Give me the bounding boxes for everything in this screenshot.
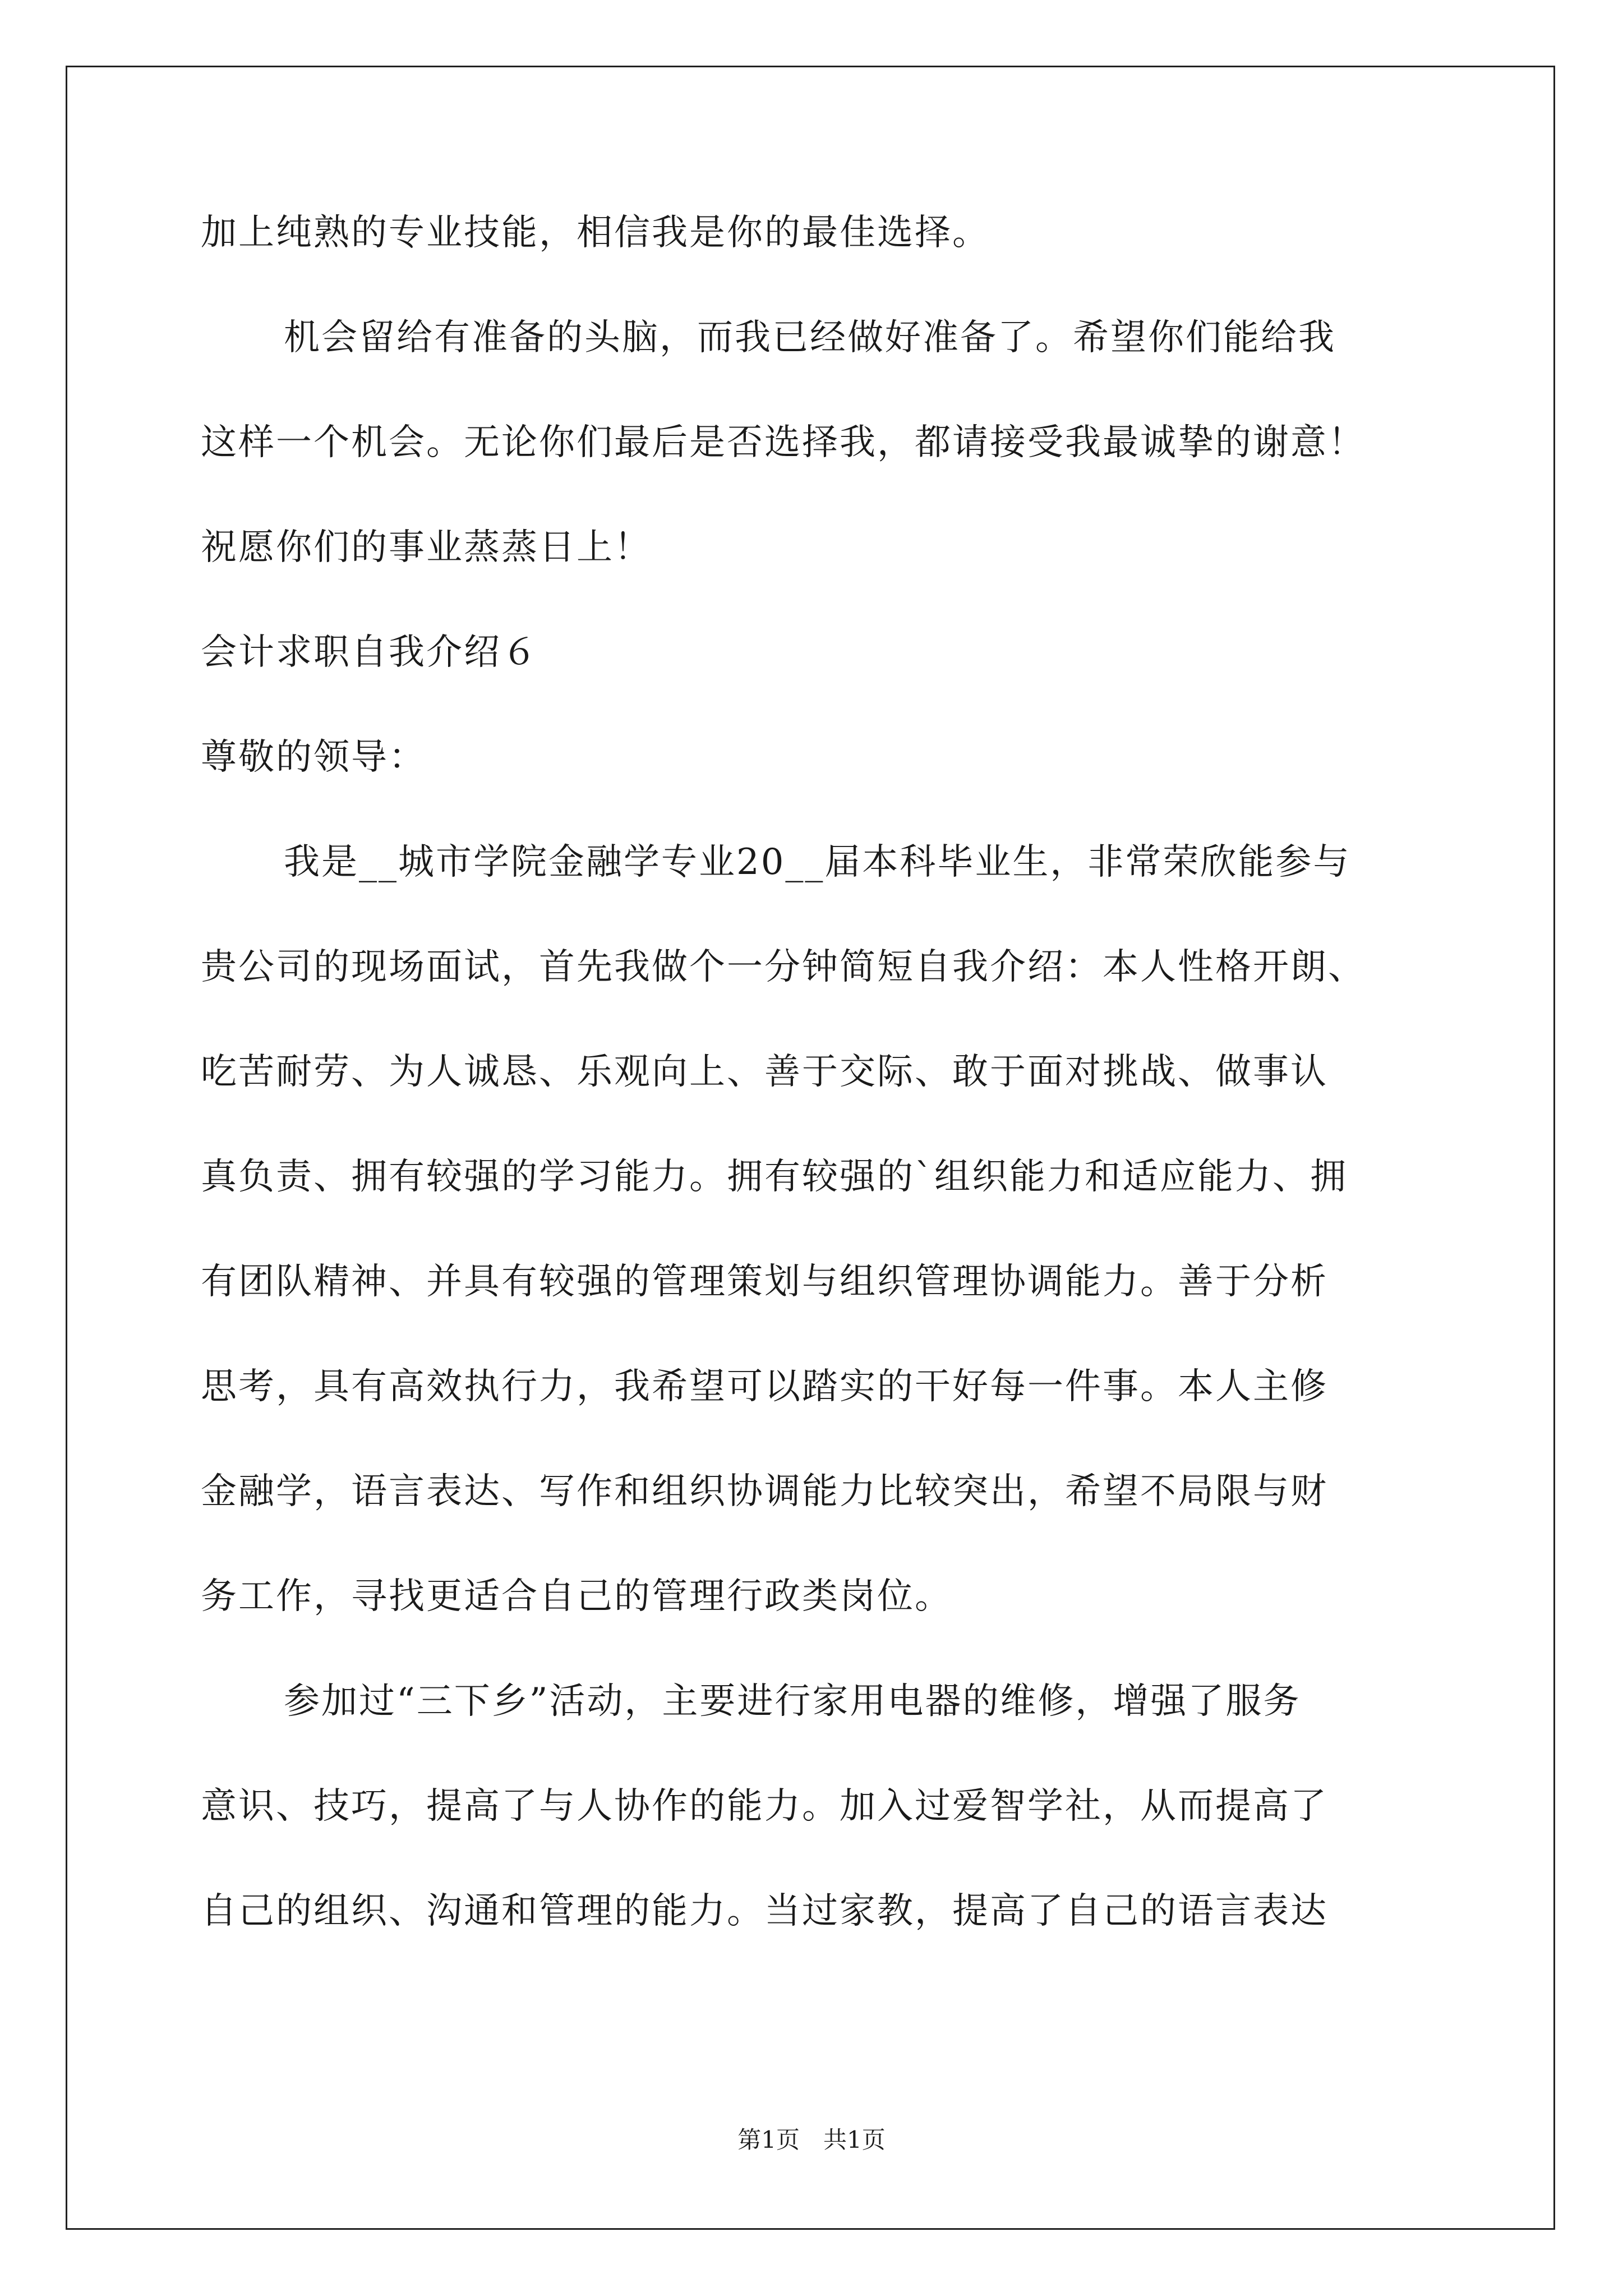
text-line: 加上纯熟的专业技能，相信我是你的最佳选择。 [201, 212, 990, 254]
text-line: 贵公司的现场面试，首先我做个一分钟简短自我介绍：本人性格开朗、 [201, 946, 1366, 988]
section-heading: 会计求职自我介绍６ [201, 632, 539, 673]
text-line: 金融学，语言表达、写作和组织协调能力比较突出，希望不局限与财 [201, 1471, 1328, 1512]
text-line: 祝愿你们的事业蒸蒸日上！ [201, 527, 652, 568]
text-line: 务工作，寻找更适合自己的管理行政类岗位。 [201, 1576, 952, 1617]
text-line: 真负责、拥有较强的学习能力。拥有较强的`组织能力和适应能力、拥 [201, 1156, 1348, 1198]
text-line: 参加过“三下乡”活动，主要进行家用电器的维修，增强了服务 [284, 1681, 1301, 1722]
text-line: 机会留给有准备的头脑，而我已经做好准备了。希望你们能给我 [284, 317, 1336, 358]
page-number-footer: 第1页 共1页 [737, 2126, 886, 2154]
text-line: 吃苦耐劳、为人诚恳、乐观向上、善于交际、敢于面对挑战、做事认 [201, 1051, 1328, 1093]
text-line: 有团队精神、并具有较强的管理策划与组织管理协调能力。善于分析 [201, 1261, 1328, 1303]
text-line: 自己的组织、沟通和管理的能力。当过家教，提高了自己的语言表达 [201, 1890, 1328, 1932]
text-line: 思考，具有高效执行力，我希望可以踏实的干好每一件事。本人主修 [201, 1366, 1328, 1407]
text-line: 这样一个机会。无论你们最后是否选择我，都请接受我最诚挚的谢意！ [201, 422, 1366, 463]
salutation: 尊敬的领导： [201, 737, 426, 778]
text-line: 意识、技巧，提高了与人协作的能力。加入过爱智学社，从而提高了 [201, 1786, 1328, 1827]
text-line: 我是__城市学院金融学专业20__届本科毕业生，非常荣欣能参与 [284, 841, 1351, 883]
